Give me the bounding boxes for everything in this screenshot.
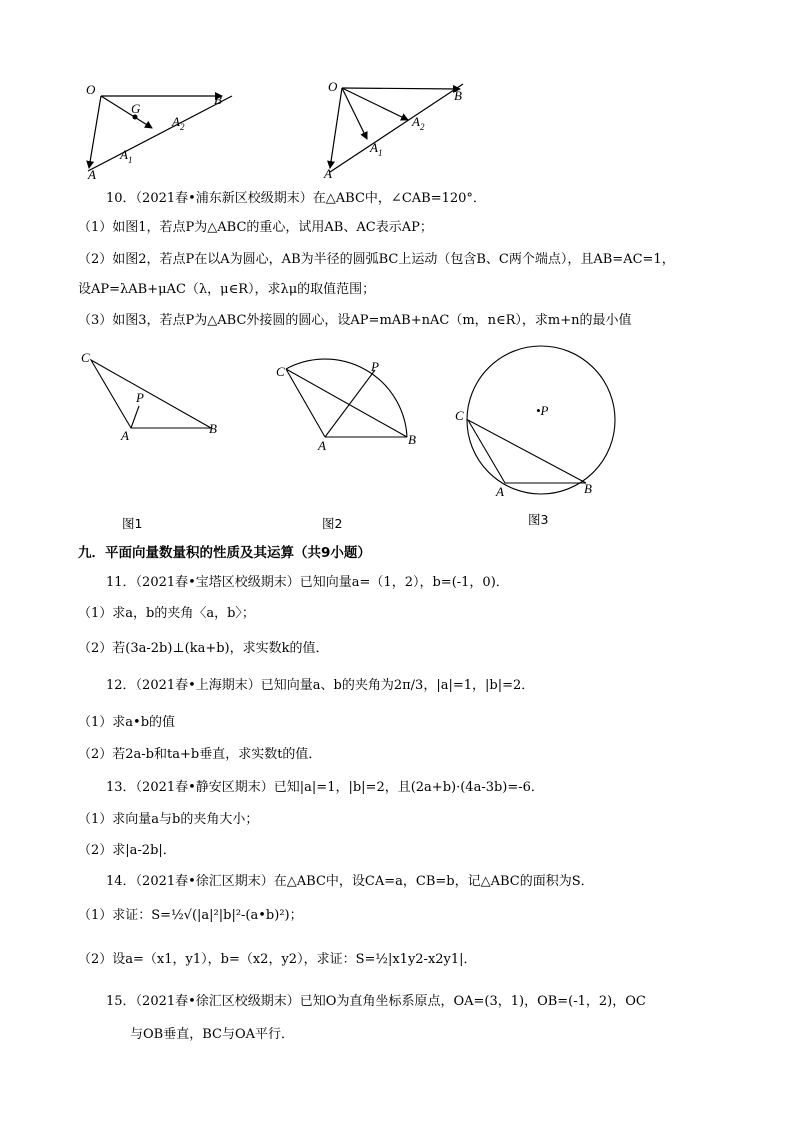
q12-line1: 12．（2021春•上海期末）已知向量a、b的夹角为2π/3，|a|=1，|b|=2． <box>106 678 535 693</box>
figure-2 <box>286 359 407 437</box>
fig1-label-B: B <box>209 421 217 436</box>
figure-1 <box>91 360 211 428</box>
label-B-2: B <box>454 88 462 103</box>
fig2-label-P: P <box>371 359 379 374</box>
q10-line1: 10．（2021春•浦东新区校级期末）在△ABC中，∠CAB=120°． <box>106 191 486 206</box>
q14-line1: 14．（2021春•徐汇区期末）在△ABC中，设CA=a，CB=b，记△ABC的面积为S． <box>106 874 594 889</box>
figure-3 <box>467 346 615 494</box>
fig3-label-B: B <box>584 481 592 496</box>
q15-line1: 15．（2021春•徐汇区校级期末）已知O为直角坐标系原点，OA=(3，1)，OB=(-1，2)，OC <box>106 994 646 1009</box>
fig1-label-C: C <box>81 350 90 365</box>
label-O-2: O <box>328 79 338 94</box>
q12-line2: （1）求a•b的值 <box>78 715 176 730</box>
label-A1: $A_1$ <box>120 147 133 165</box>
q10-line4: 设AP=λAB+μAC（λ，μ∈R），求λμ的取值范围； <box>78 282 376 297</box>
label-A2-2: $A_2$ <box>412 114 425 132</box>
q13-line3: （2）求|a-2b|． <box>78 843 176 858</box>
q10-line3: （2）如图2，若点P在以A为圆心，AB为半径的圆弧BC上运动（包含B、C两个端点），且AB=AC=1， <box>78 252 675 267</box>
fig2-label-A: A <box>318 438 326 453</box>
label-G: G <box>131 101 141 116</box>
fig3-label-P: •P <box>536 403 549 418</box>
q13-line1: 13．（2021春•静安区期末）已知|a|=1，|b|=2，且(2a+b)·(4a-3b)=-6． <box>106 780 544 795</box>
fig2-label-B: B <box>408 432 416 447</box>
fig1-label-P: P <box>136 390 144 405</box>
fig1-caption: 图1 <box>122 516 143 531</box>
fig3-label-A: A <box>496 484 504 499</box>
label-A: A <box>88 167 96 182</box>
fig3-label-C: C <box>455 408 464 423</box>
q10-line5: （3）如图3，若点P为△ABC外接圆的圆心，设AP=mAB+nAC（m，n∈R），求m+n的最小值 <box>78 313 632 328</box>
q12-line3: （2）若2a-b和ta+b垂直，求实数t的值． <box>78 747 322 762</box>
q11-line3: （2）若(3a-2b)⊥(ka+b)，求实数k的值． <box>78 641 329 656</box>
label-B: B <box>214 92 222 107</box>
fig2-caption: 图2 <box>322 516 343 531</box>
q11-line1: 11．（2021春•宝塔区校级期末）已知向量a=（1，2），b=(-1，0)． <box>106 575 509 590</box>
q14-line3: （2）设a=（x1，y1），b=（x2，y2），求证：S=½|x1y2-x2y1|． <box>78 952 477 967</box>
q15-line2: 与OB垂直，BC与OA平行． <box>130 1027 294 1042</box>
q13-line2: （1）求向量a与b的夹角大小； <box>78 812 259 827</box>
fig1-label-A: A <box>121 428 129 443</box>
label-O: O <box>86 82 96 97</box>
label-A2: $A_2$ <box>172 114 185 132</box>
fig3-caption: 图3 <box>528 512 549 527</box>
q14-line2: （1）求证：S=½√(|a|²|b|²-(a•b)²)； <box>78 908 303 923</box>
q10-line2: （1）如图1，若点P为△ABC的重心，试用AB、AC表示AP； <box>78 220 433 235</box>
section-title: 九．平面向量数量积的性质及其运算（共9小题） <box>78 545 371 561</box>
label-A1-2: $A_1$ <box>370 140 383 158</box>
q11-line2: （1）求a，b的夹角〈a，b〉； <box>78 606 255 621</box>
label-A-2: A <box>324 166 332 181</box>
fig2-label-C: C <box>276 364 285 379</box>
